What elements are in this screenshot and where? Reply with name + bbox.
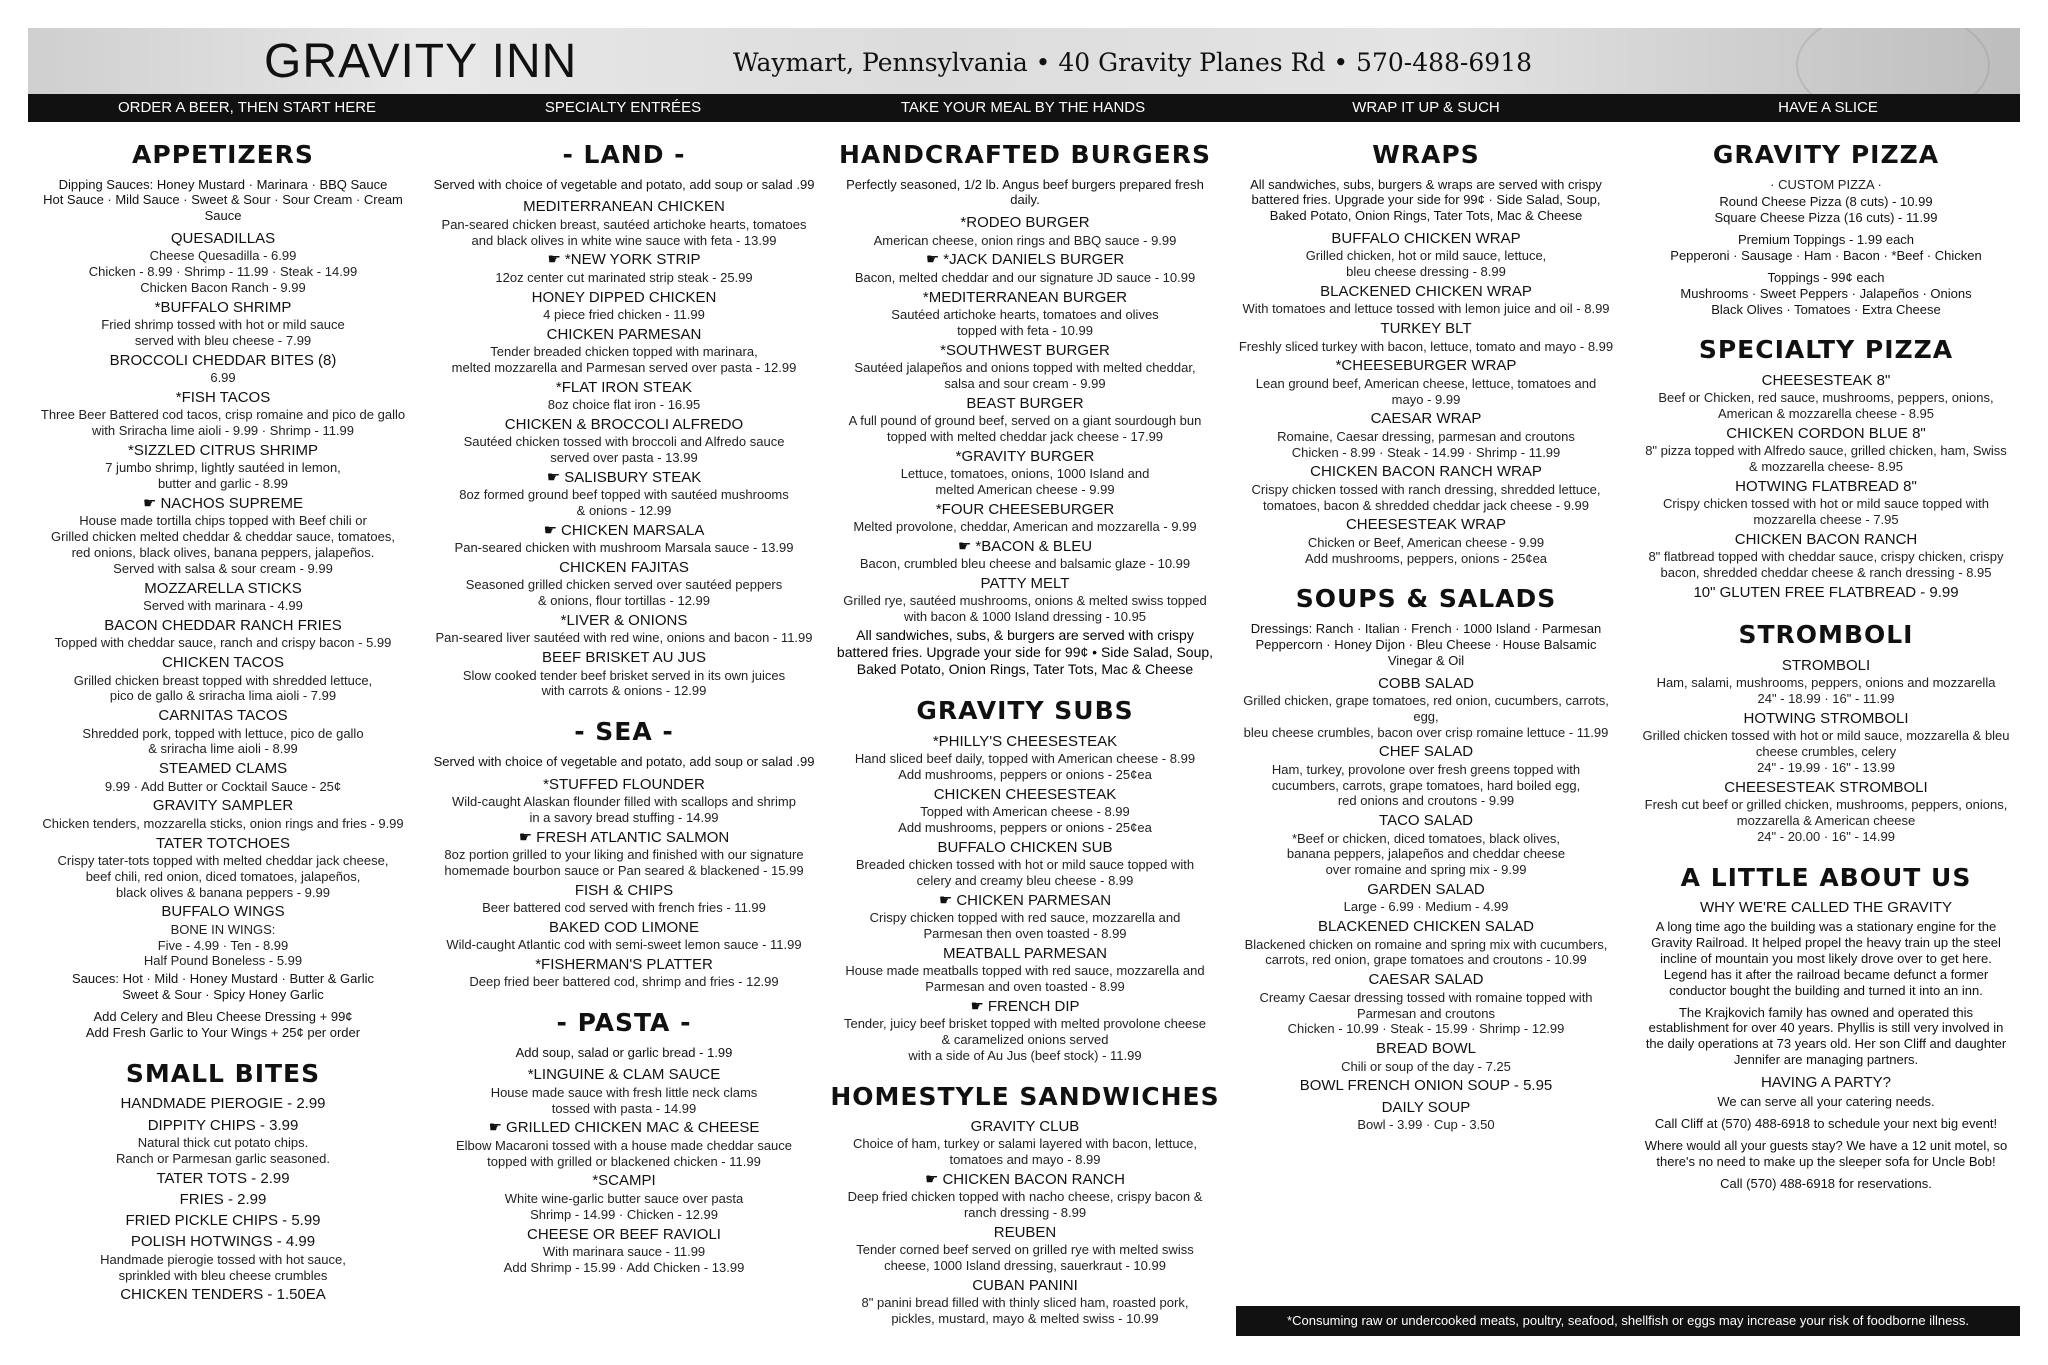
menu-item-description: House made sauce with fresh little neck clams tossed with pasta - 14.99 [490,1084,758,1116]
menu-item-name: ☛ SALISBURY STEAK [546,468,702,486]
text-line: A long time ago the building was a stationary engine for the [1655,919,1997,935]
subs-list [830,733,1220,1064]
menu-item-description: Fried shrimp tossed with hot or mild sauce served with bleu cheese - 7.99 [101,317,345,349]
foodborne-illness-disclaimer: *Consuming raw or undercooked meats, poultry, seafood, shellfish or eggs may increase your risk of foodborne illness. [1236,1306,2020,1336]
column-wraps [1230,132,1622,1133]
menu-item-name: CUBAN PANINI [972,1277,1078,1295]
sandwiches-title: HOMESTYLE SANDWICHES [830,1081,1220,1111]
about-title: A LITTLE ABOUT US [1680,862,1972,892]
menu-item-name: *BUFFALO SHRIMP [154,298,292,316]
menu-item-name: ☛ GRILLED CHICKEN MAC & CHEESE [488,1119,760,1137]
text-line: Mushrooms · Sweet Peppers · Jalapeños · Onions [1680,285,1972,301]
menu-item-name: PATTY MELT [980,574,1070,592]
menu-item-name: *FLAT IRON STEAK [555,378,693,396]
menu-item-name: DAILY SOUP [1381,1098,1471,1116]
menu-item-name: BACON CHEDDAR RANCH FRIES [104,617,342,635]
pointing-hand-icon: ☛ [957,537,972,555]
menu-item-name: TATER TOTCHOES [156,834,290,852]
text-line: Legend has it after the railroad became defunct a former [1663,966,1989,982]
menu-item-description: Beer battered cod served with french fries - 11.99 [482,899,766,915]
menu-item-name: REUBEN [993,1224,1057,1242]
menu-item-name: BAKED COD LIMONE [548,918,700,936]
text-line: Black Olives · Tomatoes · Extra Cheese [1711,301,1941,317]
menu-item-description: Sautéed chicken tossed with broccoli and Alfredo sauce served over pasta - 13.99 [463,434,785,466]
wraps-list [1230,230,1622,566]
menu-item-name: CHICKEN CORDON BLUE 8" [1726,424,1926,442]
menu-item-description: Lettuce, tomatoes, onions, 1000 Island and melted American cheese - 9.99 [900,465,1150,497]
text-line: Call (570) 488-6918 for reservations. [1720,1175,1932,1191]
sea-intro: Served with choice of vegetable and potato, add soup or salad .99 [433,753,815,769]
menu-item-description: Bacon, melted cheddar and our signature JD sauce - 10.99 [854,269,1196,285]
menu-item-description: 8oz choice flat iron - 16.95 [547,397,701,412]
menu-item-description: Wild-caught Atlantic cod with semi-sweet lemon sauce - 11.99 [446,937,802,953]
menu-item-name: BEEF BRISKET AU JUS [542,649,706,667]
menu-item-description: Handmade pierogie tossed with hot sauce, sprinkled with bleu cheese crumbles [100,1251,346,1283]
menu-item-name: CHEESESTEAK WRAP [1345,516,1507,534]
text-line: All sandwiches, subs, burgers & wraps are served with crispy [1250,176,1602,192]
text-line: Pepperoni · Sausage · Ham · Bacon · *Beef · Chicken [1670,247,1982,263]
appetizers-list [28,230,418,969]
menu-item-name: CHICKEN PARMESAN [546,325,702,343]
menu-item-name: QUESADILLAS [170,230,276,248]
menu-item-description: With tomatoes and lettuce tossed with lemon juice and oil - 8.99 [1242,301,1610,317]
restaurant-name: GRAVITY INN [264,35,578,88]
column-burgers [830,132,1220,1327]
menu-item-description: Grilled chicken breast topped with shredded lettuce, pico de gallo & sriracha lima aioli - 7.99 [73,672,373,704]
pointing-hand-icon: ☛ [938,891,953,909]
menu-item-name: 10" GLUTEN FREE FLATBREAD - 9.99 [1693,583,1959,601]
party-reservations [1632,1176,2020,1192]
pressure-gauge-graphic [1796,28,1990,94]
menu-item-name: *SIZZLED CITRUS SHRIMP [127,442,319,460]
menu-item-name: FRIES - 2.99 [179,1190,267,1208]
menu-item-description: Chicken tenders, mozzarella sticks, onion rings and fries - 9.99 [42,815,404,831]
menu-item-name: CAESAR WRAP [1370,410,1482,428]
menu-item-description: Sautéed artichoke hearts, tomatoes and olives topped with feta - 10.99 [891,306,1159,338]
pointing-hand-icon: ☛ [518,828,533,846]
text-line: Square Cheese Pizza (16 cuts) - 11.99 [1714,210,1938,226]
menu-item-description: Bowl - 3.99 · Cup - 3.50 [1357,1116,1495,1132]
nav-label-entrees: SPECIALTY ENTRÉES [544,99,702,116]
menu-item-description: Natural thick cut potato chips. Ranch or Parmesan garlic seasoned. [116,1134,330,1166]
menu-item-description: Wild-caught Alaskan flounder filled with scallops and shrimp in a savory bread stuffing - 14.99 [452,793,796,825]
menu-item-description: Crispy chicken tossed with hot or mild sauce topped with mozzarella cheese - 7.95 [1663,496,1989,528]
nav-label-pizza: HAVE A SLICE [1778,99,1878,116]
specialty-pizza-title: SPECIALTY PIZZA [1698,335,1954,365]
text-line: Gravity Railroad. It helped propel the heavy train up the steel [1651,935,2001,951]
menu-item-name: ☛ *NEW YORK STRIP [547,251,701,269]
menu-item-description: Grilled chicken, hot or mild sauce, lettuce, bleu cheese dressing - 8.99 [1305,248,1547,280]
menu-item-name: CHICKEN CHEESESTEAK [933,785,1117,803]
sea-list [428,776,820,991]
menu-item-name: FRIED PICKLE CHIPS - 5.99 [125,1212,321,1230]
pointing-hand-icon: ☛ [546,468,561,486]
menu-item-name: CHICKEN BACON RANCH [1734,530,1918,548]
text-line: We can serve all your catering needs. [1717,1094,1935,1110]
menu-item-description: Large - 6.99 · Medium - 4.99 [1343,899,1509,915]
soups-title: SOUPS & SALADS [1295,584,1557,614]
menu-item-description: Sautéed jalapeños and onions topped with melted cheddar, salsa and sour cream - 9.99 [854,359,1196,391]
party-title: HAVING A PARTY? [1760,1074,1892,1092]
menu-item-description: American cheese, onion rings and BBQ sauce - 9.99 [873,232,1177,248]
text-line: Premium Toppings - 1.99 each [1737,232,1915,248]
text-line: All sandwiches, subs, & burgers are served with crispy [856,626,1194,643]
pizza-title: GRAVITY PIZZA [1712,140,1940,169]
menu-item-name: *LINGUINE & CLAM SAUCE [527,1066,721,1084]
menu-item-name: ☛ NACHOS SUPREME [143,495,303,513]
menu-item-name: *SOUTHWEST BURGER [940,341,1110,359]
menu-item-name: *STUFFED FLOUNDER [543,775,705,793]
menu-item-description: 8" pizza topped with Alfredo sauce, grilled chicken, ham, Swiss & mozzarella cheese- 8.95 [1645,443,2007,475]
menu-item-description: House made meatballs topped with red sauce, mozzarella and Parmesan and oven toasted - 8.99 [845,963,1205,994]
land-intro: Served with choice of vegetable and potato, add soup or salad .99 [433,176,815,192]
menu-item-name: *CHEESEBURGER WRAP [1335,357,1517,375]
small-bites-list [28,1095,418,1305]
about-family [1632,1005,2020,1068]
text-line: establishment for over 40 years. Phyllis is still very involved in [1648,1020,2004,1036]
pointing-hand-icon: ☛ [547,251,561,269]
menu-item-name: *PHILLY'S CHEESESTEAK [932,732,1118,750]
menu-item-description: 12oz center cut marinated strip steak - 25.99 [495,269,753,285]
section-nav-bar [28,94,2020,122]
menu-item-description: Breaded chicken tossed with hot or mild sauce topped with celery and creamy bleu cheese - 8.99 [855,856,1195,888]
menu-item-name: DIPPITY CHIPS - 3.99 [147,1116,299,1134]
pointing-hand-icon: ☛ [143,495,157,513]
menu-item-name: CHICKEN TACOS [162,654,284,672]
menu-item-name: *SCAMPI [592,1172,656,1190]
nav-label-burgers: TAKE YOUR MEAL BY THE HANDS [900,99,1146,116]
menu-item-description: Topped with cheddar sauce, ranch and crispy bacon - 5.99 [54,635,392,651]
restaurant-address: Waymart, Pennsylvania • 40 Gravity Planes Rd • 570-488-6918 [733,48,1532,77]
text-line: Sweet & Sour · Spicy Honey Garlic [122,987,324,1003]
about-history [1632,919,2020,998]
text-line: incline of mountain you most likely drove over to get here. [1660,951,1992,967]
wraps-intro [1230,177,1622,225]
text-line: battered fries. Upgrade your side for 99¢ · Side Salad, Soup, [1251,192,1601,208]
pasta-intro: Add soup, salad or garlic bread - 1.99 [515,1044,733,1060]
dressings-note [1230,621,1622,669]
column-entrees [428,132,820,1276]
pointing-hand-icon: ☛ [925,251,940,269]
menu-item-name: CHICKEN FAJITAS [559,559,689,577]
text-line: Hot Sauce · Mild Sauce · Sweet & Sour · Sour Cream · Cream Sauce [43,192,403,224]
menu-item-name: BEAST BURGER [966,394,1084,412]
menu-item-description: Deep fried beer battered cod, shrimp and fries - 12.99 [469,974,779,990]
text-line: there's no need to make up the sleeper sofa for Uncle Bob! [1656,1153,1996,1169]
menu-item-name: HOTWING FLATBREAD 8" [1735,477,1917,495]
menu-item-description: 8oz formed ground beef topped with sautéed mushrooms & onions - 12.99 [459,487,789,519]
menu-item-name: ☛ FRENCH DIP [970,997,1080,1015]
menu-item-description: A full pound of ground beef, served on a giant sourdough bun topped with melted cheddar jack cheese - 17.99 [848,412,1202,444]
sandwiches-list [830,1118,1220,1327]
menu-item-name: GARDEN SALAD [1367,881,1485,899]
menu-item-name: ☛ FRESH ATLANTIC SALMON [518,828,730,846]
menu-item-description: *Beef or chicken, diced tomatoes, black olives, banana peppers, jalapeños and cheddar cheese over romaine and spring mix - 9.99 [1286,830,1566,878]
menu-item-name: TACO SALAD [1379,812,1473,830]
pointing-hand-icon: ☛ [488,1119,503,1137]
pizza-sizes [1632,194,2020,226]
menu-item-description: Grilled chicken tossed with hot or mild sauce, mozzarella & bleu cheese crumbles, celery 24" - 19.99 · 16" - 13.99 [1642,728,2010,775]
menu-item-name: BLACKENED CHICKEN SALAD [1318,918,1534,936]
menu-item-description: Melted provolone, cheddar, American and mozzarella - 9.99 [853,518,1197,534]
menu-item-name: STROMBOLI [1781,656,1871,674]
menu-item-description: Seasoned grilled chicken served over sautéed peppers & onions, flour tortillas - 12.99 [465,577,783,609]
menu-item-description: Elbow Macaroni tossed with a house made cheddar sauce topped with grilled or blackened chicken - 11.99 [455,1137,793,1169]
menu-item-description: Chili or soup of the day - 7.25 [1341,1058,1511,1074]
menu-item-name: *LIVER & ONIONS [560,612,688,630]
menu-item-description: BONE IN WINGS: Five - 4.99 · Ten - 8.99 Half Pound Boneless - 5.99 [143,921,303,969]
burgers-list [830,214,1220,625]
text-line: Dipping Sauces: Honey Mustard · Marinara · BBQ Sauce [58,176,388,192]
menu-item-name: POLISH HOTWINGS - 4.99 [130,1233,316,1251]
menu-item-description: Slow cooked tender beef brisket served in its own juices with carrots & onions - 12.99 [462,667,786,699]
menu-item-description: Deep fried chicken topped with nacho cheese, crispy bacon & ranch dressing - 8.99 [847,1189,1203,1221]
menu-item-description: Fresh cut beef or grilled chicken, mushrooms, peppers, onions, mozzarella & American cheese 24" - 20.00 · 16" - 14.99 [1644,796,2008,844]
menu-item-name: HONEY DIPPED CHICKEN [531,288,717,306]
appetizers-title: APPETIZERS [132,140,314,169]
menu-item-name: TATER TOTS - 2.99 [156,1169,290,1187]
menu-item-name: CAESAR SALAD [1368,971,1484,989]
menu-item-description: 4 piece fried chicken - 11.99 [543,306,705,322]
menu-item-name: CHICKEN TENDERS - 1.50EA [120,1286,326,1304]
menu-item-name: ☛ CHICKEN PARMESAN [938,891,1112,909]
wraps-title: WRAPS [1372,140,1480,169]
pasta-list [428,1066,820,1275]
menu-item-name: HOTWING STROMBOLI [1743,709,1909,727]
menu-item-name: FISH & CHIPS [574,881,674,899]
menu-item-name: *GRAVITY BURGER [955,447,1095,465]
menu-item-name: *RODEO BURGER [960,214,1090,232]
text-line: conductor bought the building and turned it into an inn. [1669,982,1983,998]
burgers-title: HANDCRAFTED BURGERS [838,140,1211,169]
text-line: The Krajkovich family has owned and operated this [1678,1004,1974,1020]
menu-item-description: Creamy Caesar dressing tossed with romaine topped with Parmesan and croutons Chicken - 10.99 · Steak - 15.99 · Shrimp - 12.99 [1259,989,1593,1037]
menu-item-description: Crispy chicken topped with red sauce, mozzarella and Parmesan then oven toasted - 8.99 [869,910,1181,941]
menu-item-description: Tender corned beef served on grilled rye with melted swiss cheese, 1000 Island dressing, sauerkraut - 10.99 [856,1242,1194,1274]
menu-item-description: Pan-seared chicken breast, sautéed artichoke hearts, tomatoes and black olives in white wine sauce with feta - 13.99 [441,216,807,248]
menu-item-name: BREAD BOWL [1375,1040,1477,1058]
menu-item-description: Three Beer Battered cod tacos, crisp romaine and pico de gallo with Sriracha lime aioli - 9.99 · Shrimp - 11.99 [40,407,406,439]
burgers-sides-note [830,627,1220,678]
text-line: Call Cliff at (570) 488-6918 to schedule your next big event! [1654,1116,1998,1132]
menu-item-description: Topped with American cheese - 8.99 Add mushrooms, peppers or onions - 25¢ea [898,803,1152,835]
menu-item-name: STEAMED CLAMS [158,760,288,778]
menu-item-name: HANDMADE PIEROGIE - 2.99 [120,1095,326,1113]
menu-item-name: BUFFALO CHICKEN WRAP [1331,230,1521,248]
text-line: Baked Potato, Onion Rings, Tater Tots, Mac & Cheese [1269,208,1583,224]
pasta-title: - PASTA - [556,1008,692,1038]
menu-item-name: COBB SALAD [1378,674,1474,692]
menu-item-name: MEDITERRANEAN CHICKEN [523,198,725,216]
text-line: Where would all your guests stay? We have a 12 unit motel, so [1644,1138,2008,1154]
party-catering [1632,1094,2020,1110]
menu-item-name: ☛ *BACON & BLEU [957,537,1093,555]
text-line: Peppercorn · Honey Dijon · Bleu Cheese · House Balsamic [1255,636,1597,652]
party-call-cliff [1632,1116,2020,1132]
premium-toppings [1632,232,2020,264]
text-line: Add Fresh Garlic to Your Wings + 25¢ per order [85,1024,361,1040]
column-pizza [1632,132,2020,1198]
appetizers-sauces [28,177,418,225]
regular-toppings [1632,270,2020,318]
text-line: Vinegar & Oil [1387,652,1465,668]
menu-item-name: ☛ *JACK DANIELS BURGER [925,251,1125,269]
nav-label-appetizers: ORDER A BEER, THEN START HERE [117,99,377,116]
wing-sauces-note [28,971,418,1003]
menu-item-description: Pan-seared liver sautéed with red wine, onions and bacon - 11.99 [435,630,813,646]
text-line: Dressings: Ranch · Italian · French · 1000 Island · Parmesan [1250,620,1602,636]
menu-item-description: Tender breaded chicken topped with marinara, melted mozzarella and Parmesan served over pasta - 12.99 [451,343,797,375]
menu-item-name: CHEESE OR BEEF RAVIOLI [527,1225,721,1243]
menu-item-description: White wine-garlic butter sauce over pasta Shrimp - 14.99 · Chicken - 12.99 [504,1190,744,1222]
menu-item-name: BROCCOLI CHEDDAR BITES (8) [109,351,337,369]
menu-item-name: CHICKEN & BROCCOLI ALFREDO [504,415,744,433]
menu-item-name: GRAVITY SAMPLER [152,797,294,815]
burgers-intro: Perfectly seasoned, 1/2 lb. Angus beef burgers prepared fresh daily. [846,176,1204,208]
menu-item-name: CHEESESTEAK STROMBOLI [1724,778,1928,796]
pointing-hand-icon: ☛ [543,521,558,539]
menu-item-name: BUFFALO CHICKEN SUB [937,838,1113,856]
menu-item-name: MEATBALL PARMESAN [943,944,1107,962]
menu-item-name: CHEESESTEAK 8" [1761,371,1891,389]
menu-item-description: Blackened chicken on romaine and spring mix with cucumbers, carrots, red onion, grape tomatoes and croutons - 10.99 [1244,936,1608,968]
menu-item-name: CHEF SALAD [1378,743,1474,761]
party-motel [1632,1138,2020,1170]
text-line: Baked Potato, Onion Rings, Tater Tots, Mac & Cheese [856,661,1194,678]
header-banner [28,28,2020,94]
menu-item-description: Hand sliced beef daily, topped with American cheese - 8.99 Add mushrooms, peppers or onions - 25¢ea [854,750,1196,782]
column-appetizers [28,132,418,1305]
text-line: Add Celery and Bleu Cheese Dressing + 99¢ [93,1009,353,1025]
menu-item-name: *MEDITERRANEAN BURGER [922,288,1128,306]
menu-item-description: 8" panini bread filled with thinly sliced ham, roasted pork, pickles, mustard, mayo & melted swiss - 10.99 [861,1295,1189,1327]
menu-item-description: With marinara sauce - 11.99 Add Shrimp - 15.99 · Add Chicken - 13.99 [503,1243,745,1275]
land-list [428,198,820,699]
menu-item-name: *FISH TACOS [175,389,271,407]
subs-title: GRAVITY SUBS [916,696,1134,726]
menu-item-name: CHICKEN BACON RANCH WRAP [1310,463,1542,481]
menu-item-description: 6.99 [210,370,236,386]
menu-item-description: 8oz portion grilled to your liking and finished with our signature homemade bourbon sauce or Pan seared & blackened - 15.99 [444,846,804,878]
menu-item-name: BLACKENED CHICKEN WRAP [1320,283,1532,301]
text-line: Jennifer are managing partners. [1733,1052,1919,1068]
land-title: - LAND - [562,140,686,169]
text-line: battered fries. Upgrade your side for 99¢ • Side Salad, Soup, [836,644,1214,660]
menu-item-description: 7 jumbo shrimp, lightly sautéed in lemon, butter and garlic - 8.99 [105,460,341,492]
menu-item-name: BUFFALO WINGS [161,903,285,921]
stromboli-list [1632,657,2020,845]
menu-item-description: Romaine, Caesar dressing, parmesan and croutons Chicken - 8.99 · Steak - 14.99 · Shrimp - 11.99 [1277,428,1575,460]
wing-addons-note [28,1009,418,1041]
menu-item-description: Served with marinara - 4.99 [143,598,303,614]
sea-title: - SEA - [574,717,674,747]
menu-item-description: 9.99 · Add Butter or Cocktail Sauce - 25¢ [104,778,342,794]
menu-item-name: TURKEY BLT [1380,320,1472,338]
menu-item-name: *FISHERMAN'S PLATTER [535,955,713,973]
small-bites-title: SMALL BITES [125,1058,321,1088]
menu-item-description: Ham, turkey, provolone over fresh greens topped with cucumbers, carrots, grape tomatoes, hard boiled egg, red onions and croutons - 9.99 [1271,761,1581,809]
menu-item-name: MOZZARELLA STICKS [144,579,302,597]
soups-list [1230,675,1622,1133]
text-line: Toppings - 99¢ each [1767,269,1885,285]
menu-item-description: House made tortilla chips topped with Beef chili or Grilled chicken melted cheddar & cheddar sauce, tomatoes, red onions, black olives, banana peppers, jalapeños. Served with salsa & sour cream - 9.99 [51,513,395,577]
menu-item-description: Choice of ham, turkey or salami layered with bacon, lettuce, tomatoes and mayo - 8.99 [853,1136,1197,1168]
menu-item-name: ☛ CHICKEN MARSALA [543,521,705,539]
menu-item-description: Chicken or Beef, American cheese - 9.99 Add mushrooms, peppers, onions - 25¢ea [1304,534,1548,566]
specialty-pizza-list [1632,372,2020,602]
menu-item-name: *FOUR CHEESEBURGER [935,500,1115,518]
menu-item-description: Lean ground beef, American cheese, lettuce, tomatoes and mayo - 9.99 [1255,375,1597,407]
menu-item-description: Shredded pork, topped with lettuce, pico de gallo & sriracha lime aioli - 8.99 [82,725,364,757]
text-line: Sauces: Hot · Mild · Honey Mustard · Butter & Garlic [72,971,374,987]
menu-item-description: Beef or Chicken, red sauce, mushrooms, peppers, onions, American & mozzarella cheese - 8.95 [1658,390,1994,422]
menu-item-description: Grilled chicken, grape tomatoes, red onion, cucumbers, carrots, egg, bleu cheese crumbles, bacon over crisp romaine lettuce - 11.99 [1243,692,1609,740]
menu-item-description: Pan-seared chicken with mushroom Marsala sauce - 13.99 [454,540,794,556]
menu-item-description: Ham, salami, mushrooms, peppers, onions and mozzarella 24" - 18.99 · 16" - 11.99 [1656,675,1996,706]
text-line: Round Cheese Pizza (8 cuts) - 10.99 [1719,194,1933,210]
stromboli-title: STROMBOLI [1738,620,1914,650]
menu-item-name: ☛ CHICKEN BACON RANCH [925,1171,1125,1189]
pointing-hand-icon: ☛ [970,997,984,1015]
custom-pizza-label: · CUSTOM PIZZA · [1770,176,1882,192]
pointing-hand-icon: ☛ [925,1171,939,1189]
menu-item-description: Crispy chicken tossed with ranch dressing, shredded lettuce, tomatoes, bacon & shredded cheddar jack cheese - 9.99 [1251,481,1601,513]
menu-item-name: CARNITAS TACOS [158,707,288,725]
menu-item-description: 8" flatbread topped with cheddar sauce, crispy chicken, crispy bacon, shredded cheddar cheese & ranch dressing - 8.95 [1648,549,2004,581]
menu-item-description: Crispy tater-tots topped with melted cheddar jack cheese, beef chili, red onion, diced tomatoes, jalapeños, black olives & banana peppers - 9.99 [57,852,389,900]
about-subtitle: WHY WE'RE CALLED THE GRAVITY [1699,899,1953,916]
menu-item-description: Grilled rye, sautéed mushrooms, onions & melted swiss topped with bacon & 1000 Island dressing - 10.95 [843,593,1207,625]
menu-item-name: BOWL FRENCH ONION SOUP - 5.95 [1299,1077,1553,1095]
menu-item-name: GRAVITY CLUB [970,1118,1080,1136]
menu-item-description: Bacon, crumbled bleu cheese and balsamic glaze - 10.99 [859,556,1191,572]
menu-item-description: Cheese Quesadilla - 6.99 Chicken - 8.99 · Shrimp - 11.99 · Steak - 14.99 Chicken Bacon Ranch - 9.99 [88,248,358,296]
menu-item-description: Tender, juicy beef brisket topped with melted provolone cheese & caramelized onions served with a side of Au Jus (beef stock) - 11.99 [843,1016,1207,1063]
text-line: the daily operations at 73 years old. Her son Cliff and daughter [1645,1036,2007,1052]
menu-item-description: Freshly sliced turkey with bacon, lettuce, tomato and mayo - 8.99 [1238,338,1614,354]
nav-label-wraps: WRAP IT UP & SUCH [1352,99,1500,116]
